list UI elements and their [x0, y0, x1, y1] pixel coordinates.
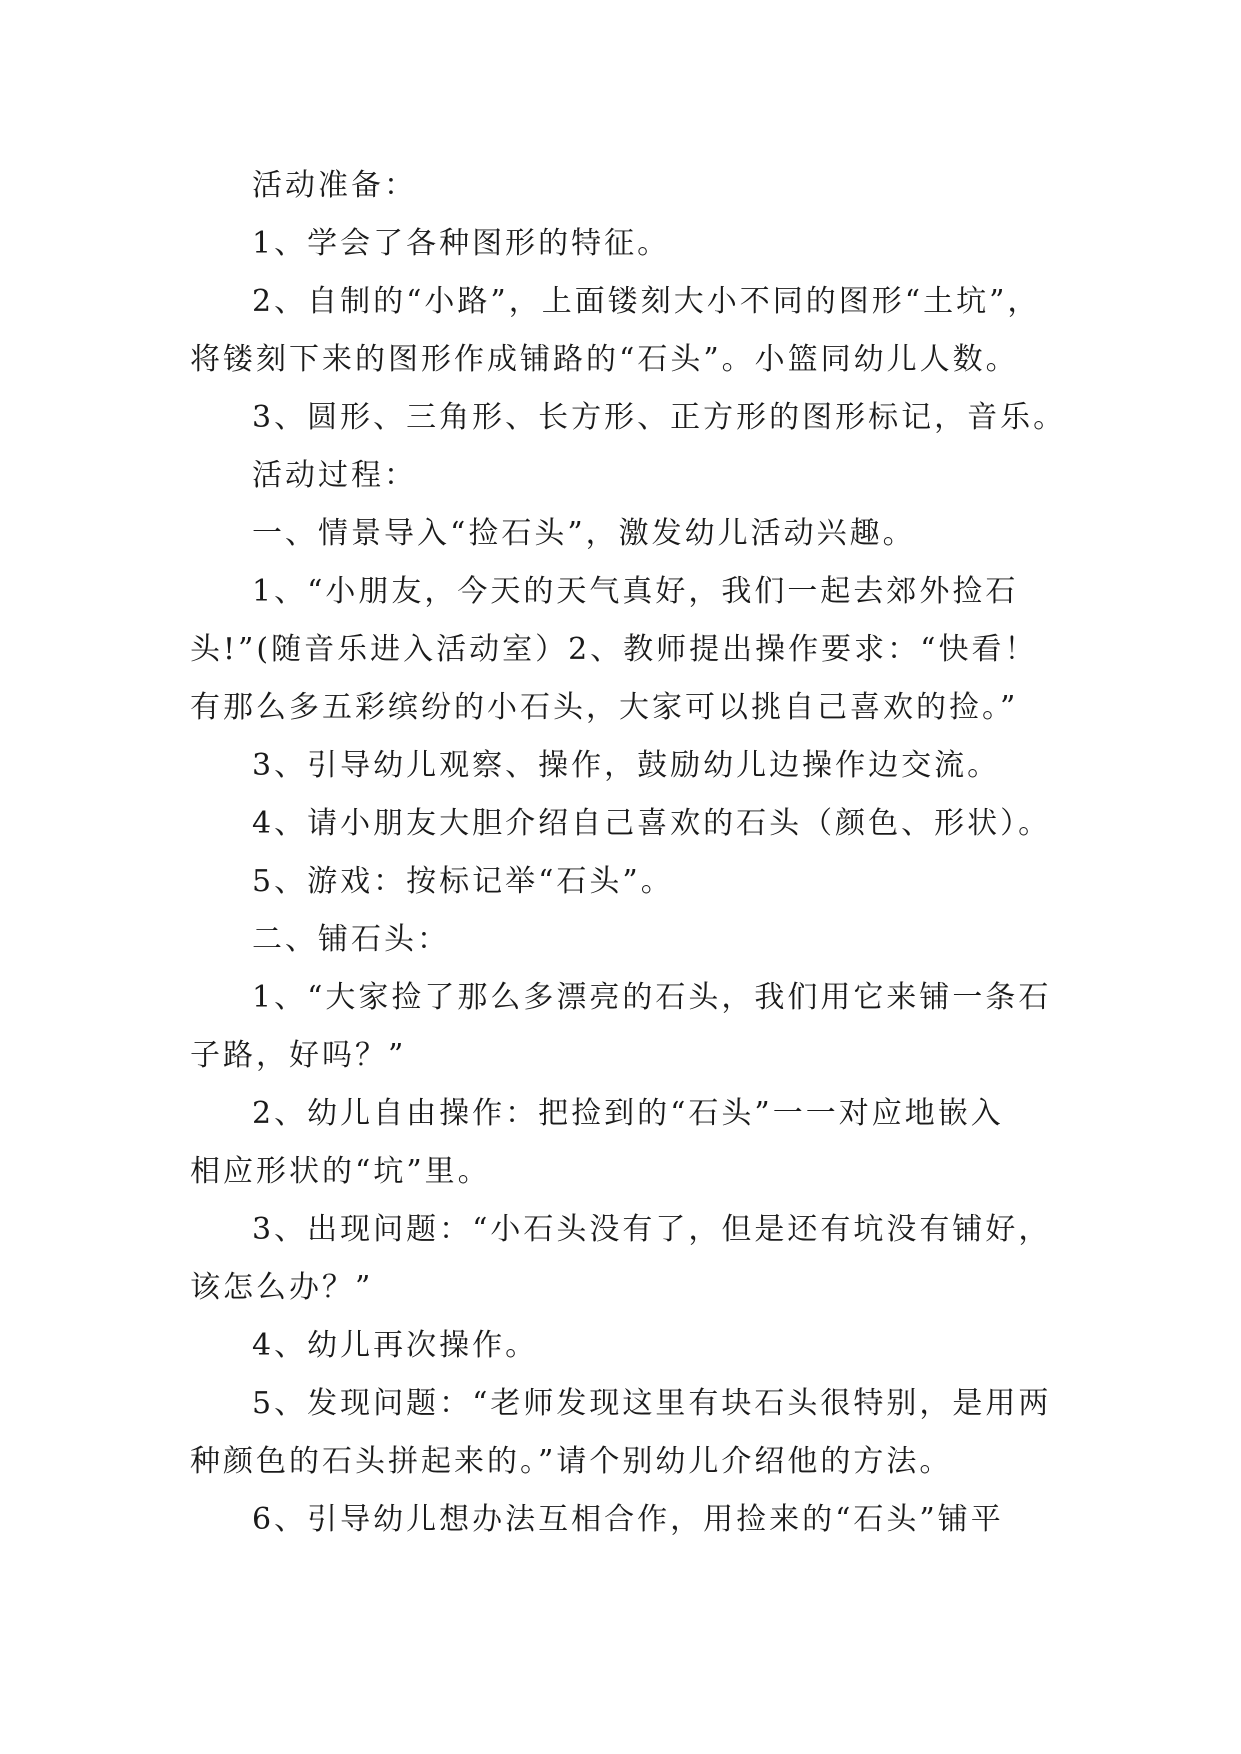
heading-activity-preparation: 活动准备：: [252, 168, 417, 203]
paragraph-line: 头!”(随音乐进入活动室）2、教师提出操作要求：“快看！: [190, 632, 1038, 667]
paragraph-line: 子路，好吗？”: [190, 1038, 407, 1073]
paragraph-line: 4、请小朋友大胆介绍自己喜欢的石头（颜色、形状）。: [252, 806, 1052, 841]
paragraph-line: 3、出现问题：“小石头没有了，但是还有坑没有铺好，: [252, 1212, 1052, 1247]
paragraph-line: 4、幼儿再次操作。: [252, 1328, 539, 1363]
paragraph-line: 该怎么办？”: [190, 1270, 374, 1305]
paragraph-line: 2、自制的“小路”，上面镂刻大小不同的图形“土坑”，: [252, 284, 1041, 319]
heading-activity-process: 活动过程：: [252, 458, 417, 493]
paragraph-line: 6、引导幼儿想办法互相合作，用捡来的“石头”铺平: [252, 1502, 1004, 1537]
paragraph-line: 有那么多五彩缤纷的小石头，大家可以挑自己喜欢的捡。”: [190, 690, 1019, 725]
section-heading: 一、情景导入“捡石头”，激发幼儿活动兴趣。: [252, 516, 916, 551]
paragraph-line: 相应形状的“坑”里。: [190, 1154, 491, 1189]
paragraph-line: 5、游戏：按标记举“石头”。: [252, 864, 674, 899]
paragraph-line: 2、幼儿自由操作：把捡到的“石头”一一对应地嵌入: [252, 1096, 1004, 1131]
paragraph-line: 1、学会了各种图形的特征。: [252, 226, 671, 261]
section-heading: 二、铺石头：: [252, 922, 450, 957]
paragraph-line: 3、引导幼儿观察、操作，鼓励幼儿边操作边交流。: [252, 748, 1001, 783]
paragraph-line: 1、“大家捡了那么多漂亮的石头，我们用它来铺一条石: [252, 980, 1052, 1015]
paragraph-line: 1、“小朋友，今天的天气真好，我们一起去郊外捡石: [252, 574, 1019, 609]
paragraph-line: 5、发现问题：“老师发现这里有块石头很特别，是用两: [252, 1386, 1052, 1421]
paragraph-line: 3、圆形、三角形、长方形、正方形的图形标记，音乐。: [252, 400, 1067, 435]
paragraph-line: 种颜色的石头拼起来的。”请个别幼儿介绍他的方法。: [190, 1444, 953, 1479]
paragraph-line: 将镂刻下来的图形作成铺路的“石头”。小篮同幼儿人数。: [190, 342, 1019, 377]
